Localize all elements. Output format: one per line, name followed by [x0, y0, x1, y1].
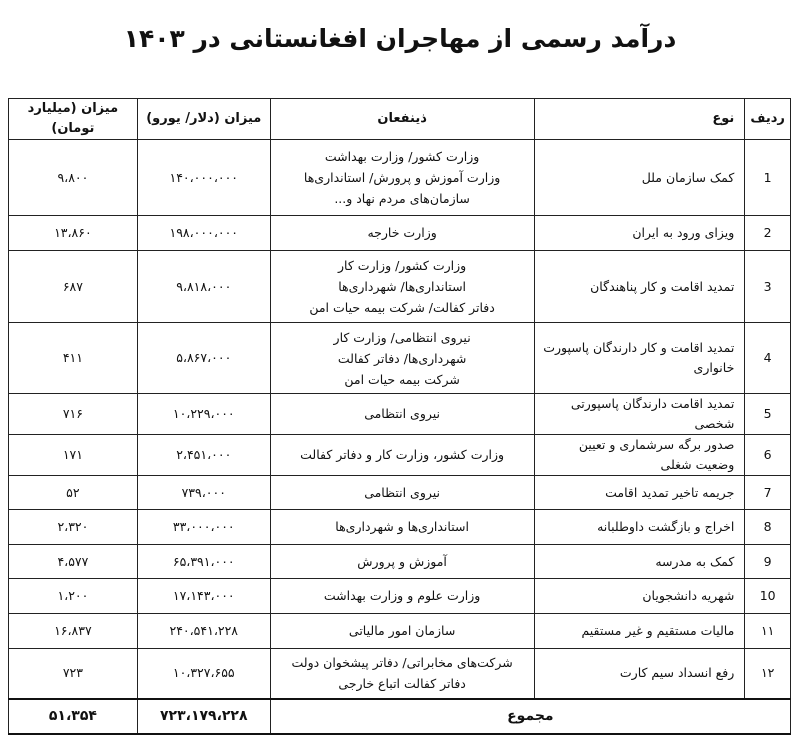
row-type: شهریه دانشجویان [534, 579, 745, 614]
row-beneficiary: شرکت‌های مخابراتی/ دفاتر پیشخوان دولت دفاتر کفالت اتباع خارجی [270, 649, 534, 699]
total-amount-usd: ۷۲۳،۱۷۹،۲۲۸ [137, 699, 270, 734]
row-amount-toman: ۵۲ [9, 476, 138, 510]
total-row [9, 699, 791, 734]
row-amount-toman: ۷۱۶ [9, 394, 138, 435]
income-table [8, 98, 791, 735]
table-row [9, 435, 791, 476]
row-amount-toman: ۴،۵۷۷ [9, 545, 138, 579]
row-type: کمک سازمان ملل [534, 140, 745, 216]
row-beneficiary: وزارت علوم و وزارت بهداشت [270, 579, 534, 614]
table-row [9, 579, 791, 614]
table-row [9, 510, 791, 545]
row-amount-usd: ۱۹۸،۰۰۰،۰۰۰ [137, 216, 270, 251]
row-amount-toman: ۱۷۱ [9, 435, 138, 476]
row-amount-usd: ۵،۸۶۷،۰۰۰ [137, 323, 270, 394]
row-amount-toman: ۱۶،۸۳۷ [9, 614, 138, 649]
header-row-number: ردیف [745, 99, 791, 140]
row-number: 5 [745, 394, 791, 435]
table-row [9, 251, 791, 323]
row-amount-usd: ۱۰،۳۲۷،۶۵۵ [137, 649, 270, 699]
row-type: رفع انسداد سیم کارت [534, 649, 745, 699]
row-type: ویزای ورود به ایران [534, 216, 745, 251]
row-number: 3 [745, 251, 791, 323]
row-type: کمک به مدرسه [534, 545, 745, 579]
row-number: 9 [745, 545, 791, 579]
row-number: 6 [745, 435, 791, 476]
row-beneficiary: آموزش و پرورش [270, 545, 534, 579]
row-beneficiary: نیروی انتظامی [270, 394, 534, 435]
row-amount-toman: ۱،۲۰۰ [9, 579, 138, 614]
row-amount-toman: ۷۲۳ [9, 649, 138, 699]
row-amount-usd: ۷۳۹،۰۰۰ [137, 476, 270, 510]
table-row [9, 649, 791, 699]
table-row [9, 140, 791, 216]
row-beneficiary: وزارت کشور/ وزارت کار استانداری‌ها/ شهرداری‌ها دفاتر کفالت/ شرکت بیمه حیات امن [270, 251, 534, 323]
total-amount-toman: ۵۱،۳۵۴ [9, 699, 138, 734]
header-beneficiary: ذینفعان [270, 99, 534, 140]
row-beneficiary: نیروی انتظامی [270, 476, 534, 510]
table-row [9, 394, 791, 435]
header-type: نوع [534, 99, 745, 140]
row-number: ۱۲ [745, 649, 791, 699]
row-beneficiary: وزارت خارجه [270, 216, 534, 251]
row-beneficiary: سازمان امور مالیاتی [270, 614, 534, 649]
row-number: 7 [745, 476, 791, 510]
row-beneficiary: نیروی انتظامی/ وزارت کار شهرداری‌ها/ دفاتر کفالت شرکت بیمه حیات امن [270, 323, 534, 394]
table-row [9, 216, 791, 251]
row-amount-usd: ۲،۴۵۱،۰۰۰ [137, 435, 270, 476]
row-number: 8 [745, 510, 791, 545]
row-beneficiary: وزارت کشور، وزارت کار و دفاتر کفالت [270, 435, 534, 476]
row-type: مالیات مستقیم و غیر مستقیم [534, 614, 745, 649]
table-row [9, 476, 791, 510]
row-amount-usd: ۶۵،۳۹۱،۰۰۰ [137, 545, 270, 579]
row-number: 2 [745, 216, 791, 251]
row-type: صدور برگه سرشماری و تعیین وضعیت شغلی [534, 435, 745, 476]
row-amount-usd: ۱۷،۱۴۳،۰۰۰ [137, 579, 270, 614]
header-amount-toman: میزان (میلیارد تومان) [9, 99, 138, 140]
row-number: ۱۱ [745, 614, 791, 649]
row-type: اخراج و بازگشت داوطلبانه [534, 510, 745, 545]
table-header-row [9, 99, 791, 140]
row-amount-usd: ۲۴۰،۵۴۱،۲۲۸ [137, 614, 270, 649]
row-type: تمدید اقامت دارندگان پاسپورتی شخصی [534, 394, 745, 435]
page-title: درآمد رسمی از مهاجران افغانستانی در ۱۴۰۳ [123, 24, 677, 53]
total-label: مجموع [270, 699, 790, 734]
row-number: 4 [745, 323, 791, 394]
row-number: 10 [745, 579, 791, 614]
row-amount-toman: ۶۸۷ [9, 251, 138, 323]
header-amount-usd: میزان (دلار/ یورو) [137, 99, 270, 140]
row-type: جریمه تاخیر تمدید اقامت [534, 476, 745, 510]
row-amount-toman: ۲،۳۲۰ [9, 510, 138, 545]
row-amount-usd: ۱۴۰،۰۰۰،۰۰۰ [137, 140, 270, 216]
table-row [9, 323, 791, 394]
row-amount-usd: ۹،۸۱۸،۰۰۰ [137, 251, 270, 323]
row-amount-usd: ۱۰،۲۲۹،۰۰۰ [137, 394, 270, 435]
row-number: 1 [745, 140, 791, 216]
row-type: تمدید اقامت و کار پناهندگان [534, 251, 745, 323]
row-amount-toman: ۱۳،۸۶۰ [9, 216, 138, 251]
row-beneficiary: استانداری‌ها و شهرداری‌ها [270, 510, 534, 545]
row-type: تمدید اقامت و کار دارندگان پاسپورت خانواری [534, 323, 745, 394]
table-row [9, 545, 791, 579]
row-amount-usd: ۳۳،۰۰۰،۰۰۰ [137, 510, 270, 545]
row-beneficiary: وزارت کشور/ وزارت بهداشت وزارت آموزش و پرورش/ استانداری‌ها سازمان‌های مردم نهاد و... [270, 140, 534, 216]
row-amount-toman: ۹،۸۰۰ [9, 140, 138, 216]
table-row [9, 614, 791, 649]
row-amount-toman: ۴۱۱ [9, 323, 138, 394]
